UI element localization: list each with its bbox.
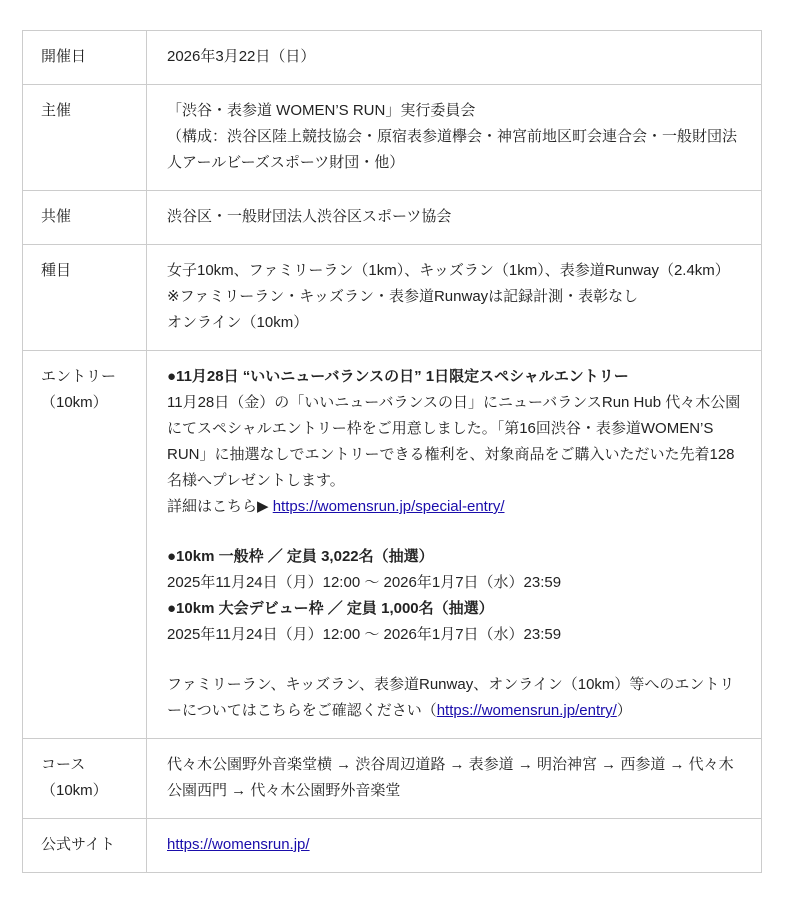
row-label-official-site — [23, 819, 147, 873]
paragraph — [167, 672, 743, 724]
text-line — [167, 570, 743, 596]
row-label-co-organizer — [23, 191, 147, 245]
text: 詳細はこちら▶ — [167, 498, 273, 515]
row-label-line: （10km） — [41, 394, 108, 411]
text: 渋谷区・一般財団法人渋谷区スポーツ協会 — [167, 208, 452, 225]
row-label-line: 開催日 — [41, 48, 87, 65]
text: 「渋谷・表参道 WOMEN’S RUN」実行委員会 — [167, 102, 476, 119]
text-line — [167, 204, 743, 230]
text: （構成：渋谷区陸上競技協会・原宿表参道欅会・神宮前地区町会連合会・一般財団法人アールビーズスポーツ財団・他） — [167, 128, 738, 171]
text-line — [167, 494, 743, 520]
info-table-body — [23, 31, 762, 873]
text: 女子10km、ファミリーラン（1km）、キッズラン（1km）、表参道Runway（2.4km） — [167, 262, 730, 279]
text: 2026年3月22日（日） — [167, 48, 316, 65]
row-label-organizer — [23, 85, 147, 191]
text-line — [167, 44, 743, 70]
special-entry-link[interactable]: https://womensrun.jp/special-entry/ — [272, 498, 505, 515]
text-line — [167, 124, 743, 176]
row-label-events — [23, 245, 147, 351]
text-line — [167, 622, 743, 648]
row-content-co-organizer — [147, 191, 762, 245]
row-content-course-10km — [147, 739, 762, 819]
text: 代々木公園野外音楽堂横 → 渋谷周辺道路 → 表参道 → 明治神宮 → 西参道 → 代々木公園西門 → 代々木公園野外音楽堂 — [167, 756, 734, 799]
row-label-line: コース — [41, 756, 86, 773]
row-label-line: エントリー — [41, 368, 117, 385]
text: 11月28日（金）の「いいニューバランスの日」にニューバランスRun Hub 代々木公園にてスペシャルエントリー枠をご用意しました。「第16回渋谷・表参道WOMEN’S RUN」に抽選なしでエントリーできる権利を、対象商品をご購入いただいた先着128名様へプレゼントします。 — [167, 394, 741, 489]
text-line — [167, 596, 743, 622]
text: ※ファミリーラン・キッズラン・表参道Runwayは記録計測・表彰なし — [167, 288, 639, 305]
row-label-entry-10km — [23, 351, 147, 739]
official-site-link[interactable]: https://womensrun.jp/ — [167, 836, 310, 853]
paragraph — [167, 204, 743, 230]
row-content-organizer — [147, 85, 762, 191]
paragraph — [167, 44, 743, 70]
text-line — [167, 390, 743, 494]
row-content-event-date — [147, 31, 762, 85]
table-row — [23, 191, 762, 245]
table-row — [23, 351, 762, 739]
table-row — [23, 245, 762, 351]
table-row — [23, 739, 762, 819]
paragraph — [167, 364, 743, 520]
bold-text: ●11月28日 “いいニューバランスの日” 1日限定スペシャルエントリー — [167, 368, 629, 385]
text-line — [167, 310, 743, 336]
paragraph — [167, 832, 743, 858]
row-label-event-date — [23, 31, 147, 85]
text: 2025年11月24日（月）12:00 ～ 2026年1月7日（水）23:59 — [167, 574, 562, 591]
paragraph — [167, 98, 743, 176]
text: ファミリーラン、キッズラン、表参道Runway、オンライン（10km）等へのエントリーについてはこちらをご確認ください（ — [167, 676, 735, 719]
row-label-course-10km — [23, 739, 147, 819]
text: オンライン（10km） — [167, 314, 309, 331]
row-label-line: 公式サイト — [41, 836, 115, 853]
text-line — [167, 98, 743, 124]
paragraph — [167, 544, 743, 648]
row-label-line: （10km） — [41, 782, 108, 799]
row-content-official-site — [147, 819, 762, 873]
paragraph — [167, 258, 743, 336]
text-line — [167, 258, 743, 284]
text-line — [167, 752, 743, 804]
event-info-table — [22, 30, 762, 873]
table-row — [23, 85, 762, 191]
row-label-line: 共催 — [41, 208, 72, 225]
text-line — [167, 672, 743, 724]
bold-text: ●10km 一般枠 ／ 定員 3,022名（抽選） — [167, 548, 434, 565]
text-line — [167, 832, 743, 858]
bold-text: ●10km 大会デビュー枠 ／ 定員 1,000名（抽選） — [167, 600, 494, 617]
table-row — [23, 819, 762, 873]
row-content-events — [147, 245, 762, 351]
text-line — [167, 544, 743, 570]
text: 2025年11月24日（月）12:00 ～ 2026年1月7日（水）23:59 — [167, 626, 562, 643]
text: ） — [616, 702, 632, 719]
paragraph — [167, 752, 743, 804]
entry-link[interactable]: https://womensrun.jp/entry/ — [436, 702, 617, 719]
text-line — [167, 364, 743, 390]
row-label-line: 主催 — [41, 102, 72, 119]
row-content-entry-10km — [147, 351, 762, 739]
table-row — [23, 31, 762, 85]
text-line — [167, 284, 743, 310]
row-label-line: 種目 — [41, 262, 72, 279]
